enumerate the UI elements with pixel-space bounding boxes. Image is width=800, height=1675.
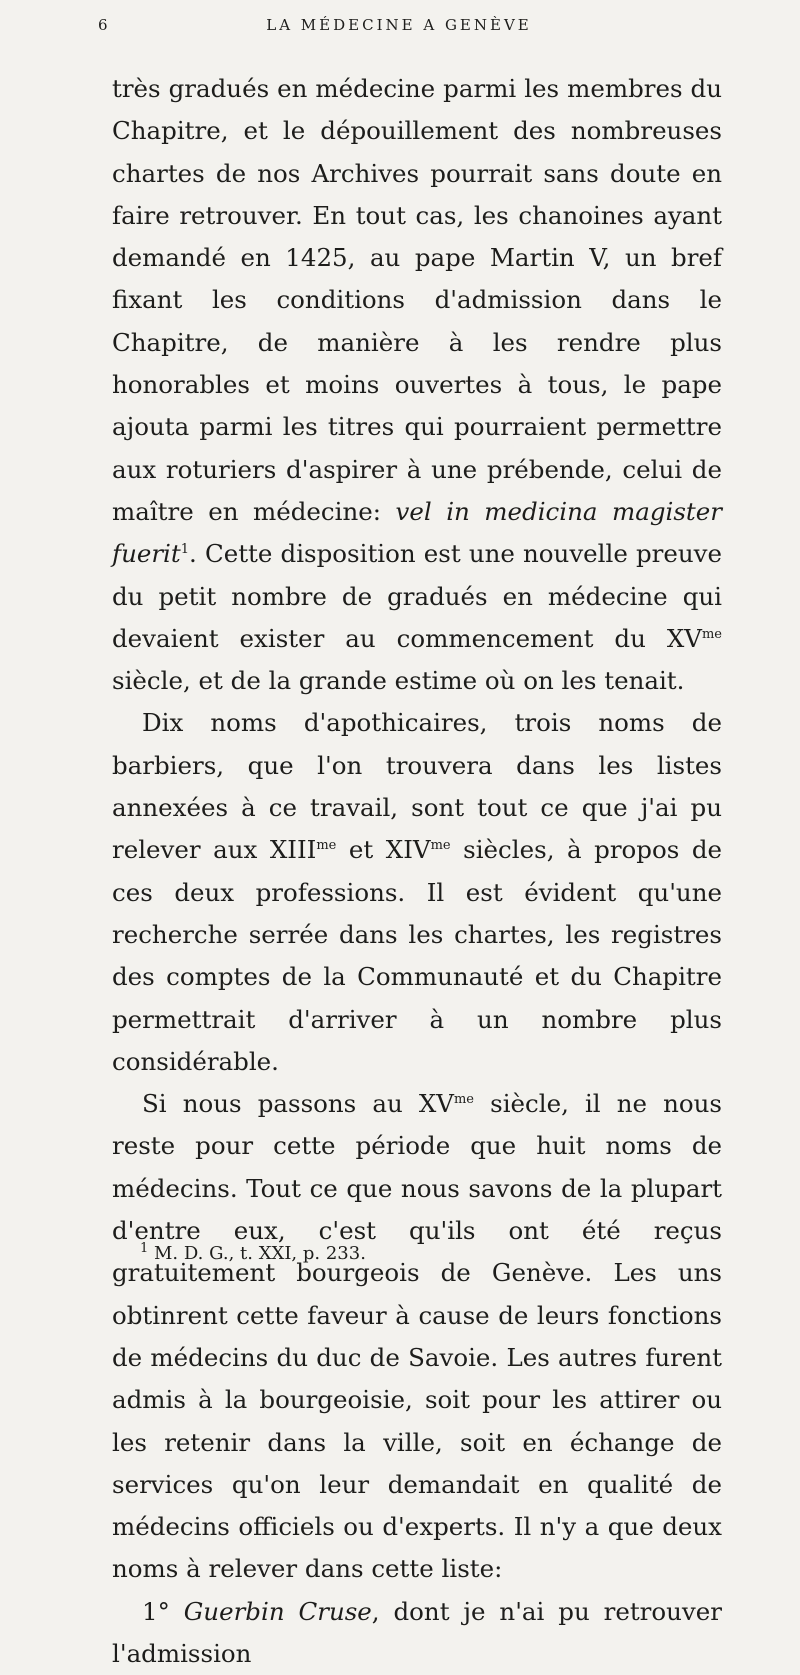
paragraph-4: 1° Guerbin Cruse, dont je n'ai pu retrouver l'admission: [112, 1596, 722, 1668]
footnote-mark: 1: [140, 1241, 149, 1256]
footnote-text: M. D. G., t. XXI, p. 233.: [148, 1243, 366, 1264]
paragraph-2: Dix noms d'apothicaires, trois noms de barbiers, que l'on trouvera dans les listes annexées à ce travail, sont tout ce que j'ai pu relever aux $XIII^{me}$ et $XIV^{me}$ siècles, à propos de ces deux professions. Il est évident qu'une recherche serrée dans les chartes, les registres des comptes de la Communauté et du Chapitre permettrait d'arriver à un nombre plus considérable.: [112, 708, 723, 1076]
latin-quote: vel in medicina magister fuerit: [112, 496, 722, 569]
page-number: 6: [98, 16, 111, 34]
footnote-reference: 1: [180, 542, 190, 558]
person-name: Guerbin Cruse: [183, 1596, 372, 1626]
running-header: [98, 16, 700, 40]
paragraph-3: Si nous passons au $XV^{me}$ siècle, il ne nous reste pour cette période que huit noms de médecins. Tout ce que nous savons de la plupart d'entre eux, c'est qu'ils ont été reçus gratuitement bourgeois de Genève. Les uns obtinrent cette faveur à cause de leurs fonctions de médecins du duc de Savoie. Les autres furent admis à la bourgeoisie, soit pour les attirer ou les retenir dans la ville, soit en échange de services qu'on leur demandait en qualité de médecins officiels ou d'experts. Il n'y a que deux noms à relever dans cette liste:: [112, 1089, 723, 1584]
main-text: [112, 68, 722, 1675]
paragraph-1: très gradués en médecine parmi les membres du Chapitre, et le dépouillement des nombreuses chartes de nos Archives pourrait sans doute en faire retrouver. En tout cas, les chanoines ayant demandé en 1425, au pape Martin V, un bref fixant les conditions d'admission dans le Chapitre, de manière à les rendre plus honorables et moins ouvertes à tous, le pape ajouta parmi les titres qui pourraient permettre aux roturiers d'aspirer à une prébende, celui de maître en médecine: vel in medicina magister fuerit$^1$. Cette disposition est une nouvelle preuve du petit nombre de gradués en médecine qui devaient exister au commencement du $XV^{me}$ siècle, et de la grande estime où on les tenait.: [112, 74, 722, 696]
running-title: LA MÉDECINE A GENÈVE: [266, 16, 532, 34]
footnote: [140, 1242, 720, 1266]
